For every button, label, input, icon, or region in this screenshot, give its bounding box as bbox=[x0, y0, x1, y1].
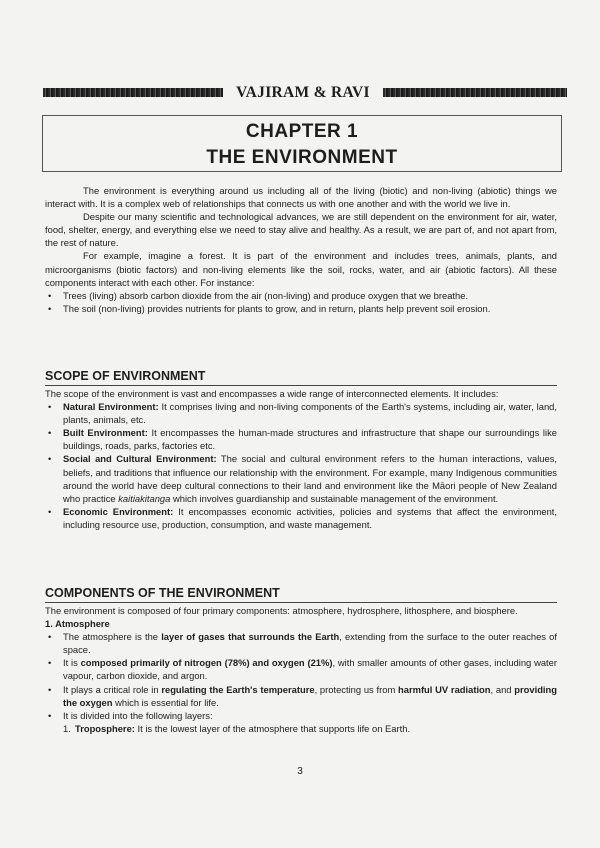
term: Built Environment: bbox=[63, 427, 148, 439]
page-number: 3 bbox=[297, 766, 303, 777]
intro-paragraph-2: Despite our many scientific and technological advances, we are still dependent on the environment for air, water, food, shelter, energy, and everything else we need to stay alive and healthy. As a result, we are part of, and not apart from, the rest of nature. bbox=[45, 211, 557, 249]
chapter-title-box bbox=[42, 115, 562, 172]
text-run: , with smaller amounts of other gases, including water vapour, carbon dioxide, and argon. bbox=[63, 657, 557, 682]
scope-section bbox=[45, 387, 557, 531]
layers-list bbox=[45, 722, 557, 735]
list-item: • It is divided into the following layers: bbox=[45, 709, 557, 722]
bold-run: regulating the Earth's temperature bbox=[161, 683, 315, 695]
components-heading: COMPONENTS OF THE ENVIRONMENT bbox=[45, 585, 557, 603]
text-run: The atmosphere is the bbox=[63, 631, 162, 643]
atmosphere-list bbox=[45, 630, 557, 722]
scope-list bbox=[45, 400, 557, 531]
text-run: , and bbox=[490, 683, 515, 695]
header-banner bbox=[43, 84, 567, 102]
banner-stripe-right bbox=[383, 88, 567, 97]
intro-section bbox=[45, 184, 557, 315]
text-run: , extending from the surface to the outer reaches of space. bbox=[63, 631, 557, 656]
bold-run: composed primarily of nitrogen (78%) and oxygen (21%) bbox=[80, 657, 333, 669]
text-run: It is bbox=[63, 657, 81, 669]
intro-paragraph-1: The environment is everything around us including all of the living (biotic) and non-living (abiotic) things we interact with. It is a complex web of relationships that connects us with one another and with the world we live in. bbox=[45, 185, 557, 210]
banner-stripe-left bbox=[43, 88, 223, 97]
italic-term: kaitiakitanga bbox=[118, 492, 171, 504]
description: The social and cultural environment refers to the human interactions, values, beliefs, and traditions that influence our relationship with the environment. For example, many Indigenous communities around the world have deep cultural connections to their land and environment like the Māori people of New Zealand who practice bbox=[63, 453, 558, 504]
bold-run: harmful UV radiation bbox=[398, 683, 491, 695]
term: Economic Environment: bbox=[63, 505, 174, 517]
list-item bbox=[45, 683, 557, 709]
intro-bullet-list bbox=[45, 289, 557, 315]
description-continued: which involves guardianship and sustainable management of the environment. bbox=[170, 492, 499, 504]
chapter-title: THE ENVIRONMENT bbox=[206, 147, 398, 168]
text-run: which is essential for life. bbox=[112, 696, 219, 708]
scope-intro: The scope of the environment is vast and encompasses a wide range of interconnected elements. It includes: bbox=[45, 388, 499, 399]
list-item bbox=[45, 656, 557, 682]
description: It comprises living and non-living components of the Earth's systems, including air, water, land, plants, animals, etc. bbox=[63, 401, 557, 426]
description: It encompasses the human-made structures and infrastructure that shape our surroundings like buildings, roads, parks, factories etc. bbox=[63, 427, 557, 452]
description: It is the lowest layer of the atmosphere that supports life on Earth. bbox=[134, 722, 411, 734]
brand-name: VAJIRAM & RAVI bbox=[223, 84, 383, 102]
scope-heading: SCOPE OF ENVIRONMENT bbox=[45, 368, 557, 386]
term: Natural Environment: bbox=[63, 401, 159, 413]
term: Social and Cultural Environment: bbox=[63, 453, 217, 465]
list-item: • The soil (non-living) provides nutrients for plants to grow, and in return, plants help prevent soil erosion. bbox=[45, 302, 557, 315]
text-run: , protecting us from bbox=[314, 683, 399, 695]
description: It encompasses economic activities, policies and systems that affect the environment, including resource use, production, consumption, and waste management. bbox=[63, 505, 557, 530]
list-item bbox=[45, 452, 557, 504]
components-intro: The environment is composed of four primary components: atmosphere, hydrosphere, lithosphere, and biosphere. bbox=[45, 605, 518, 616]
bold-run: providing the oxygen bbox=[63, 683, 557, 708]
term: Troposphere: bbox=[75, 722, 135, 734]
list-item bbox=[45, 630, 557, 656]
intro-paragraph-3: For example, imagine a forest. It is part of the environment and includes trees, animals, plants, and microorganisms (biotic factors) and non-living elements like the soil, rocks, water, and air (abiotic factors). All these components interact with each other. For instance: bbox=[45, 250, 557, 288]
list-item bbox=[45, 400, 557, 426]
item-number: 1. bbox=[63, 722, 71, 734]
bold-run: layer of gases that surrounds the Earth bbox=[161, 631, 340, 643]
list-item: • Trees (living) absorb carbon dioxide from the air (non-living) and produce oxygen that we breathe. bbox=[45, 289, 557, 302]
list-item bbox=[45, 722, 557, 735]
list-item bbox=[45, 505, 557, 531]
subheading-atmosphere: 1. Atmosphere bbox=[45, 618, 110, 630]
components-section bbox=[45, 604, 557, 735]
text-run: It plays a critical role in bbox=[63, 683, 162, 695]
list-item bbox=[45, 426, 557, 452]
chapter-number: CHAPTER 1 bbox=[245, 121, 359, 142]
